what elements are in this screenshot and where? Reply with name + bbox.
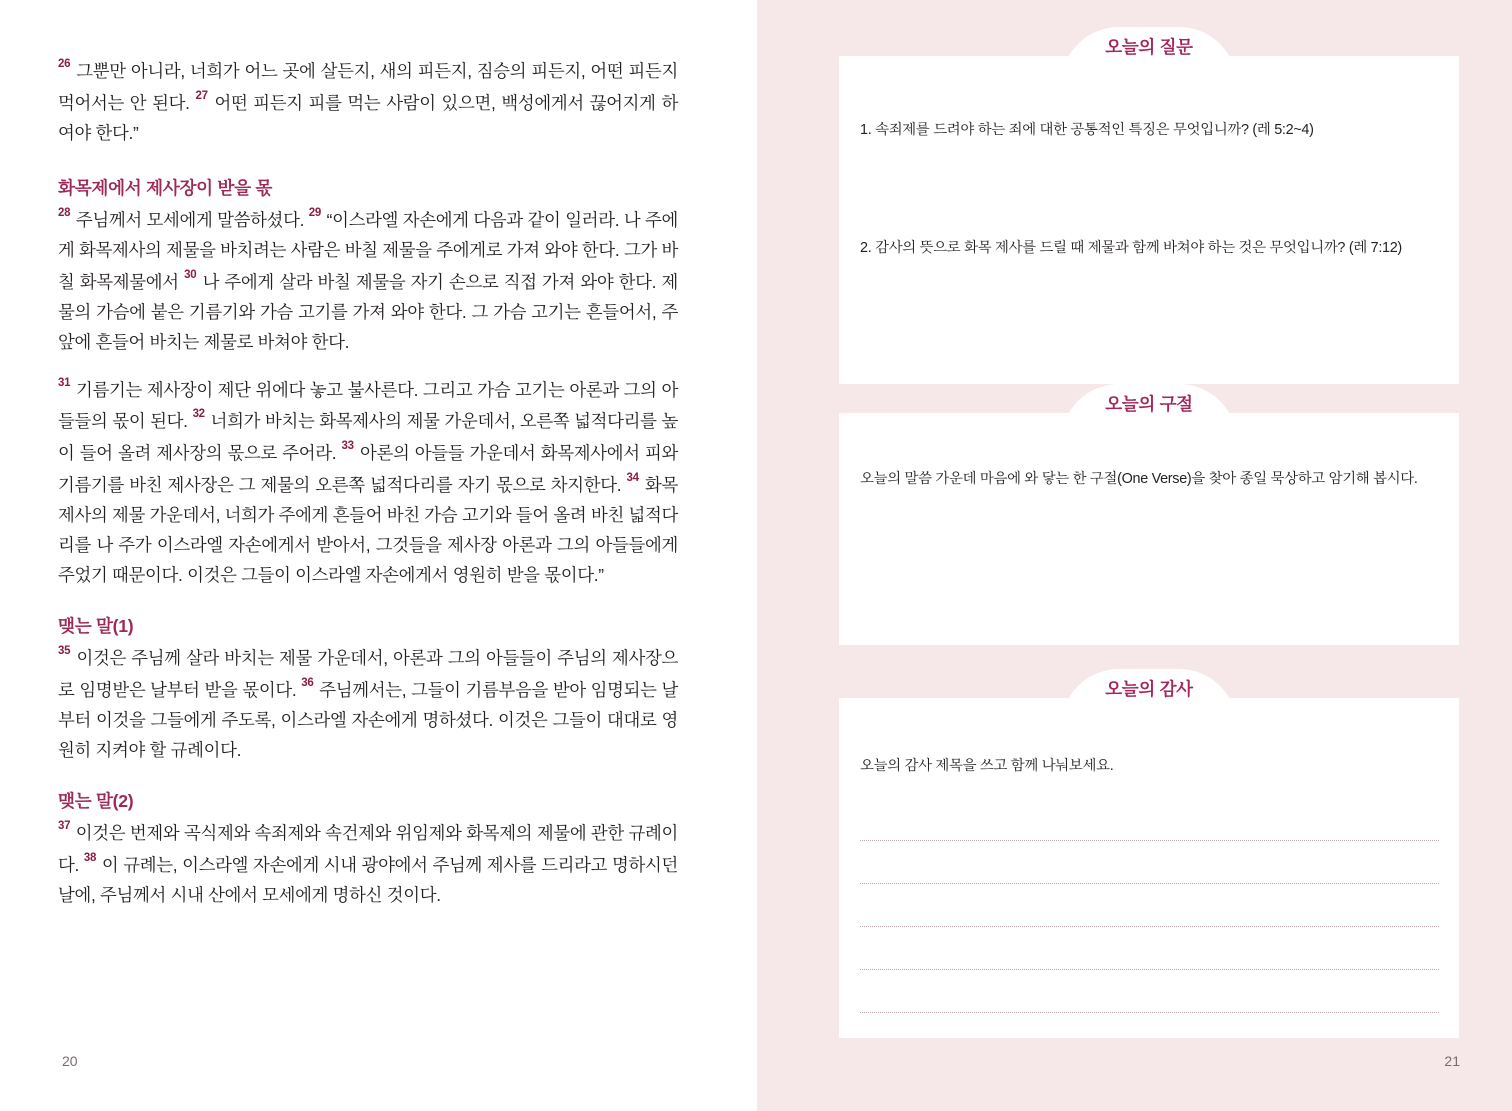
verse-text: 이것은 주님께 살라 바치는 제물 가운데서, 아론과 그의 아들들이 주님의 제사장으로 임명받은 날부터 받을 몫이다. <box>58 648 678 700</box>
verse-number: 35 <box>58 645 71 658</box>
verse-paragraph-35-36 <box>58 642 678 766</box>
verse-number: 28 <box>58 206 71 219</box>
right-page <box>757 0 1512 1111</box>
verse-text: 기름기는 제사장이 제단 위에다 놓고 불사른다. 그리고 가슴 고기는 아론과 그의 아들들의 몫이 된다. <box>58 379 678 432</box>
verse-paragraph-31-34 <box>58 374 678 592</box>
verse-text: “이스라엘 자손에게 다음과 같이 일러라. 나 주에게 화목제사의 제물을 바치려는 사람은 바칠 제물을 주에게로 가져 와야 한다. 그가 바칠 화목제물에서 <box>58 209 678 292</box>
verse-text: 그뿐만 아니라, 너희가 어느 곳에 살든지, 새의 피든지, 짐승의 피든지, 어떤 피든지 먹어서는 안 된다. <box>58 61 678 113</box>
verse-text: 이것은 번제와 곡식제와 속죄제와 속건제와 위임제와 화목제의 제물에 관한 규례이다. <box>58 822 678 875</box>
verse-number: 31 <box>58 376 71 389</box>
thanks-card-title: 오늘의 감사 <box>1105 679 1193 699</box>
verse-text: 나 주에게 살라 바칠 제물을 자기 손으로 직접 가져 와야 한다. 제물의 가슴에 붙은 기름기와 가슴 고기를 가져 와야 한다. 그 가슴 고기는 흔들어서, 주 앞에 흔들어 바치는 제물로 바쳐야 한다. <box>58 271 678 352</box>
section-heading-closing-1: 맺는 말(1) <box>58 616 134 637</box>
verse-paragraph-37-38 <box>58 817 678 911</box>
verse-text: 주님께서 모세에게 말씀하셨다. <box>71 209 309 230</box>
verse-number: 34 <box>626 472 639 485</box>
question-card <box>839 37 1459 384</box>
verse-text: 아론의 아들들 가운데서 화목제사에서 피와 기름기를 바친 제사장은 그 제물의 오른쪽 넓적다리를 자기 몫으로 차지한다. <box>58 443 678 496</box>
writing-line[interactable] <box>860 970 1439 1013</box>
verse-number: 33 <box>341 440 354 453</box>
verse-paragraph-26-27 <box>58 55 678 149</box>
question-item-2: 2. 감사의 뜻으로 화목 제사를 드릴 때 제물과 함께 바쳐야 하는 것은 무엇입니까? (레 7:12) <box>860 240 1402 256</box>
page-number-right: 21 <box>1444 1053 1460 1069</box>
verse-text: 너희가 바치는 화목제사의 제물 가운데서, 오른쪽 넓적다리를 높이 들어 올려 제사장의 몫으로 주어라. <box>58 411 679 464</box>
verse-number: 37 <box>58 819 71 832</box>
verse-text: 이 규례는, 이스라엘 자손에게 시내 광야에서 주님께 제사를 드리라고 명하시던 날에, 주님께서 시내 산에서 모세에게 명하신 것이다. <box>58 854 678 905</box>
writing-line[interactable] <box>860 841 1439 884</box>
verse-text: 주님께서는, 그들이 기름부음을 받아 임명되는 날부터 이것을 그들에게 주도록, 이스라엘 자손에게 명하셨다. 이것은 그들이 대대로 영원히 지켜야 할 규례이다. <box>58 680 678 760</box>
thanks-card-instruction: 오늘의 감사 제목을 쓰고 함께 나눠보세요. <box>860 758 1114 774</box>
thanks-writing-lines[interactable] <box>860 798 1439 1013</box>
verse-number: 26 <box>58 58 71 70</box>
verse-number: 32 <box>192 408 205 421</box>
verse-number: 38 <box>83 851 97 864</box>
verse-number: 29 <box>308 206 321 219</box>
verse-text: 어떤 피든지 피를 먹는 사람이 있으면, 백성에게서 끊어지게 하여야 한다.” <box>58 92 678 143</box>
section-heading-closing-2: 맺는 말(2) <box>58 790 134 811</box>
verse-card-title: 오늘의 구절 <box>1105 394 1193 414</box>
page-number-left: 20 <box>62 1053 78 1069</box>
thanks-card <box>839 679 1459 1038</box>
question-item-1: 1. 속죄제를 드려야 하는 죄에 대한 공통적인 특징은 무엇입니까? (레 5:2~4) <box>860 122 1314 138</box>
writing-line[interactable] <box>860 884 1439 927</box>
section-heading-priest-portion: 화목제에서 제사장이 받을 몫 <box>58 177 273 198</box>
writing-line[interactable] <box>860 798 1439 841</box>
writing-line[interactable] <box>860 927 1439 970</box>
verse-number: 36 <box>301 677 314 689</box>
verse-number: 27 <box>195 89 208 102</box>
verse-paragraph-28-30 <box>58 204 678 358</box>
scripture-column <box>58 55 678 911</box>
verse-text: 화목제사의 제물 가운데서, 너희가 주에게 흔들어 바친 가슴 고기와 들어 올려 바친 넓적다리를 나 주가 이스라엘 자손에게서 받아서, 그것들을 제사장 아론과 그의 아들들에게 주었기 때문이다. 이것은 그들이 이스라엘 자손에게서 영원히 받을 몫이다.” <box>58 475 679 586</box>
verse-card-instruction: 오늘의 말씀 가운데 마음에 와 닿는 한 구절(One Verse)을 찾아 종일 묵상하고 암기해 봅시다. <box>860 471 1418 487</box>
question-card-title: 오늘의 질문 <box>1105 37 1193 57</box>
verse-card <box>839 394 1459 645</box>
verse-number: 30 <box>184 268 197 281</box>
